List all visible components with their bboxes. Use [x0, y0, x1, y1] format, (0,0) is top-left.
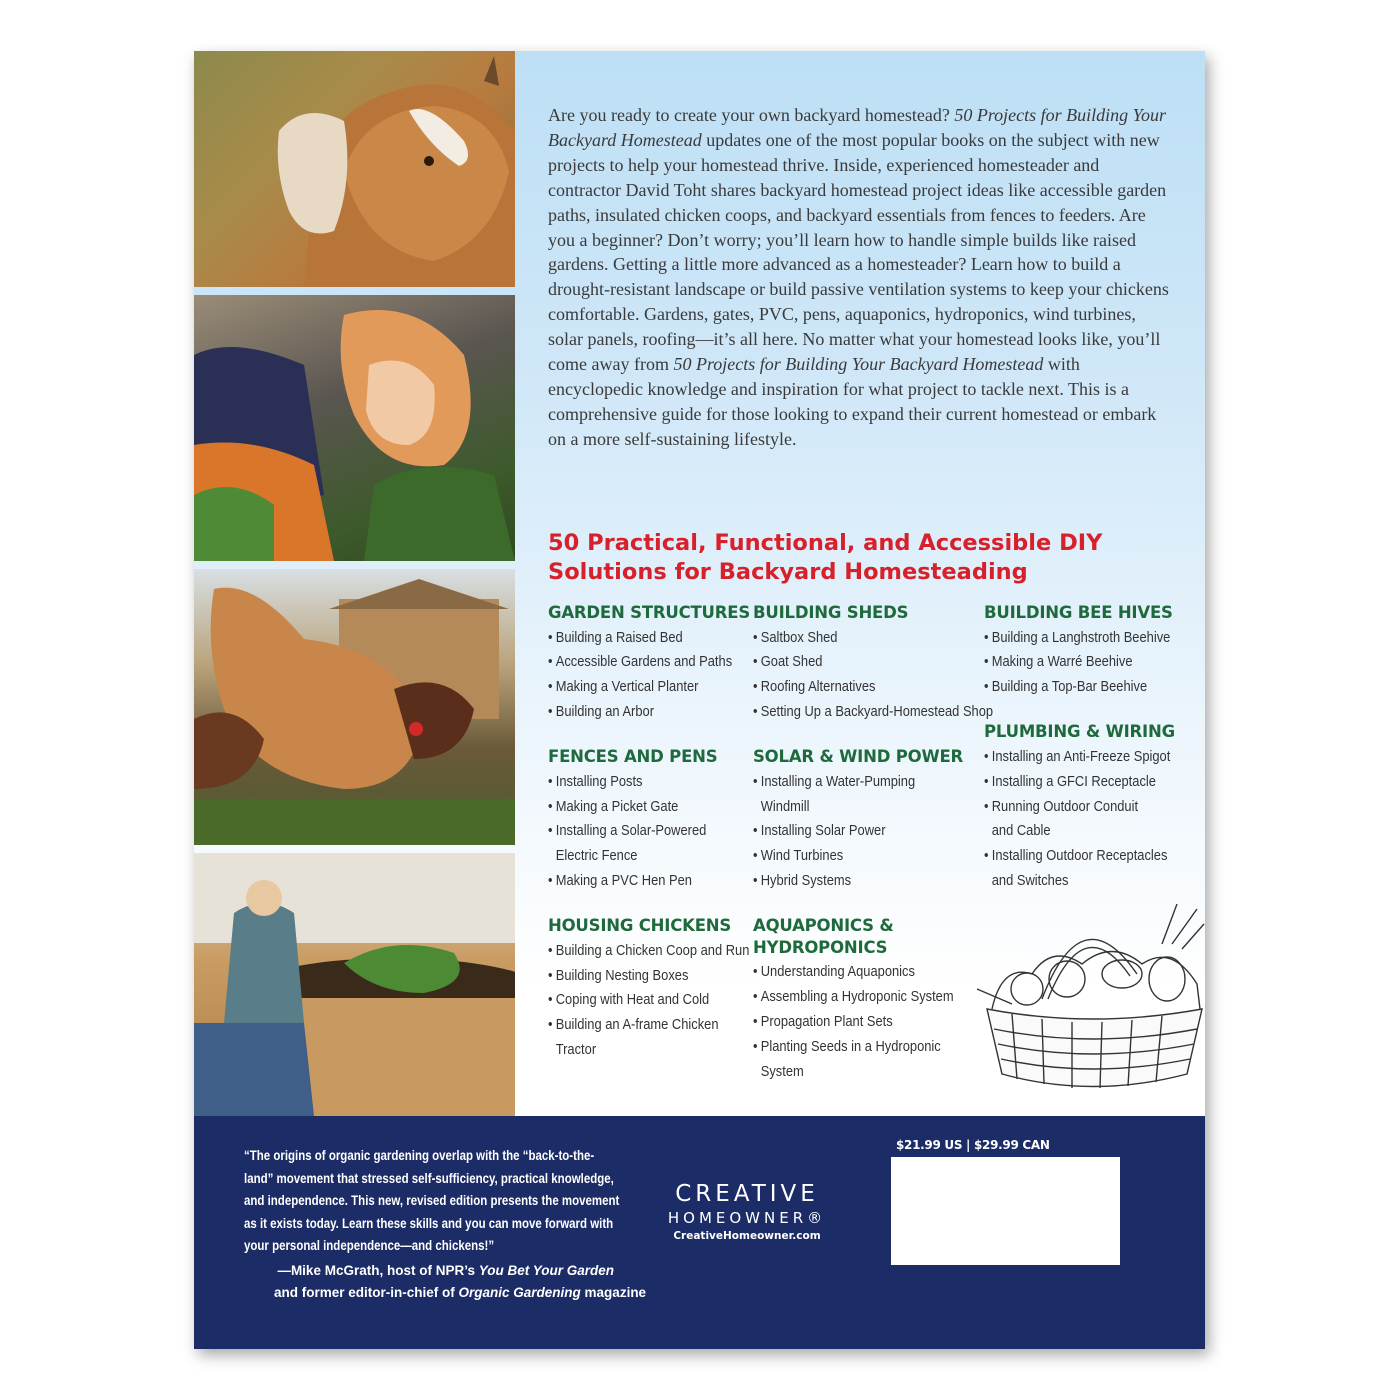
group-building-sheds [753, 602, 994, 725]
girl-gardening-photo [194, 295, 515, 561]
list-item [548, 700, 720, 725]
project-list [984, 745, 1184, 894]
book-description [548, 103, 1170, 452]
group-title [548, 602, 751, 624]
description-text-2: updates one of the most popular books on the subject with new projects to help your homestead thrive. Inside, experienced homesteader and contractor David Toht shares backyard homestead project ideas like accessible garden paths, insulated chicken coops, and backyard essentials from fences to feeders. Are you a beginner? Don’t worry; you’ll learn how to handle simple builds like raised gardens. Getting a little more advanced as a homesteader? Learn how to build a drought-resistant landscape or build passive ventilation systems to keep your chickens comfortable. Gardens, gates, PVC, pens, aquaponics, hydroponics, wind turbines, solar panels, roofing—it’s all here. No matter what your homestead looks like, you’ll come away from [548, 129, 1169, 375]
list-item-text: • Goat Shed [760, 653, 823, 671]
logo-creative: CREATIVE [675, 1181, 819, 1207]
list-item-text: • Accessible Gardens and Paths [555, 653, 733, 671]
project-list [548, 626, 748, 726]
list-item [753, 960, 951, 985]
list-item [548, 795, 720, 820]
list-item [984, 626, 1171, 651]
list-item [984, 675, 1156, 700]
project-list [753, 960, 983, 1085]
goat-photo [194, 51, 515, 287]
list-item [548, 675, 720, 700]
group-title-text-cont: HYDROPONICS [753, 937, 888, 957]
list-item-text: • Assembling a Hydroponic System [760, 988, 954, 1006]
group-garden-structures [548, 602, 751, 725]
group-title-text: BUILDING BEE HIVES [984, 603, 1173, 622]
group-fences-and-pens [548, 746, 748, 894]
list-item [548, 819, 720, 869]
list-item [548, 939, 750, 964]
group-title-text: FENCES AND PENS [548, 747, 718, 767]
projects-column-2 [753, 602, 994, 1106]
list-item-text: • Building a Top-Bar Beehive [991, 678, 1148, 696]
bottom-band [194, 1116, 1205, 1349]
group-title [753, 746, 983, 768]
group-plumbing-wiring [984, 721, 1184, 894]
group-title-text: BUILDING SHEDS [753, 603, 909, 622]
group-building-bee-hives [984, 602, 1184, 700]
barcode-area [891, 1157, 1120, 1265]
list-item [753, 770, 951, 820]
group-title-text: SOLAR & WIND POWER [753, 747, 964, 767]
group-title [984, 721, 1184, 743]
list-item-text-cont: Electric Fence [555, 847, 638, 865]
group-title [753, 915, 983, 958]
list-item [548, 650, 733, 675]
list-item-text: • Installing a Solar-Powered [555, 822, 707, 840]
attribution-show: You Bet Your Garden [478, 1263, 614, 1278]
list-item [984, 844, 1168, 894]
list-item-text: • Making a Warré Beehive [991, 653, 1133, 671]
list-item-text-cont: System [760, 1062, 804, 1080]
vegetable-basket-illustration [972, 904, 1205, 1109]
list-item [984, 745, 1171, 770]
list-item-text: • Installing a Water-Pumping [760, 772, 916, 790]
list-item-text: • Running Outdoor Conduit [991, 797, 1139, 815]
section-heading-line-2: Solutions for Backyard Homesteading [548, 559, 1028, 585]
list-item [753, 844, 951, 869]
endorsement-quote: “The origins of organic gardening overlap with the “back-to-the-land” movement that stressed self-sufficiency, practical knowledge, and independence. This new, revised edition presents the movement as it exists today. Learn these skills and you can move forward with your personal independence—and chickens!” [244, 1147, 620, 1253]
attribution-suffix: magazine [580, 1285, 647, 1300]
description-title-italic-2: 50 Projects for Building Your Backyard Homestead [673, 354, 1044, 375]
list-item [753, 675, 951, 700]
project-list [753, 626, 994, 726]
list-item-text: • Setting Up a Backyard-Homestead Shop [760, 703, 994, 721]
project-list [984, 626, 1184, 701]
group-title-text: HOUSING CHICKENS [548, 916, 732, 936]
list-item [753, 985, 954, 1010]
list-item-text: • Understanding Aquaponics [760, 963, 915, 981]
description-text-3: with encyclopedic knowledge and inspiration for what project to tackle next. This is a comprehensive guide for those looking to expand their current homestead or embark on a more self-sustaining lifestyle. [548, 354, 1157, 449]
project-list [753, 770, 983, 895]
attribution-line-1 [274, 1260, 614, 1282]
chickens-photo [194, 569, 515, 845]
list-item-text: • Making a PVC Hen Pen [555, 872, 692, 890]
list-item-text: • Planting Seeds in a Hydroponic [760, 1037, 941, 1055]
list-item-text: • Installing an Anti-Freeze Spigot [991, 747, 1171, 765]
list-item [753, 869, 951, 894]
list-item-text: • Building an A-frame Chicken [555, 1016, 719, 1034]
description-text-1: Are you ready to create your own backyard homestead? [548, 105, 955, 125]
list-item [548, 869, 720, 894]
list-item-text: • Building a Chicken Coop and Run [555, 941, 750, 959]
list-item [753, 1010, 951, 1035]
list-item [984, 650, 1156, 675]
list-item [753, 1035, 951, 1085]
main-panel [194, 51, 1205, 1116]
list-item-text: • Installing Posts [555, 772, 643, 790]
list-item-text: • Making a Vertical Planter [555, 678, 699, 696]
quote-attribution [274, 1260, 647, 1304]
list-item-text: • Building an Arbor [555, 703, 654, 721]
list-item-text: • Making a Picket Gate [555, 797, 679, 815]
project-list [548, 939, 748, 1064]
list-item-text-cont: Tractor [555, 1041, 597, 1059]
list-item-text: • Roofing Alternatives [760, 678, 876, 696]
list-item-text: • Building Nesting Boxes [555, 966, 689, 984]
list-item [984, 770, 1156, 795]
projects-column-1 [548, 602, 751, 1084]
group-title [548, 915, 748, 937]
group-title [753, 602, 983, 624]
group-title-text: GARDEN STRUCTURES [548, 603, 751, 622]
logo-homeowner: HOMEOWNER® [667, 1209, 827, 1227]
publisher-logo [662, 1180, 832, 1244]
list-item [548, 626, 720, 651]
list-item [548, 964, 720, 989]
list-item [984, 795, 1156, 845]
list-item-text: • Building a Raised Bed [555, 628, 683, 646]
list-item [548, 988, 720, 1013]
section-heading [548, 529, 1168, 587]
section-heading-line-1: 50 Practical, Functional, and Accessible DIY [548, 530, 1103, 556]
list-item-text: • Installing Solar Power [760, 822, 886, 840]
list-item-text: • Wind Turbines [760, 847, 844, 865]
raised-bed-photo [194, 853, 515, 1116]
group-title [548, 746, 748, 768]
group-solar-wind-power [753, 746, 983, 894]
attribution-prefix: —Mike McGrath, host of NPR’s [277, 1263, 479, 1278]
attribution-mid: and former editor-in-chief of [274, 1285, 459, 1300]
list-item-text: • Saltbox Shed [760, 628, 838, 646]
list-item [548, 1013, 720, 1063]
list-item-text-cont: and Cable [991, 822, 1051, 840]
group-title-text: AQUAPONICS & [753, 916, 894, 936]
attribution-magazine: Organic Gardening [458, 1285, 581, 1300]
list-item-text: • Propagation Plant Sets [760, 1012, 893, 1030]
publisher-url: CreativeHomeowner.com [673, 1230, 821, 1242]
projects-column-3 [984, 602, 1184, 915]
price-label: $21.99 US | $29.99 CAN [896, 1138, 1050, 1152]
list-item-text: • Coping with Heat and Cold [555, 991, 710, 1009]
book-back-cover [194, 51, 1205, 1349]
list-item [548, 770, 720, 795]
group-title-text: PLUMBING & WIRING [984, 722, 1175, 742]
project-list [548, 770, 748, 895]
list-item-text-cont: and Switches [991, 872, 1069, 890]
list-item [753, 650, 951, 675]
list-item [753, 819, 951, 844]
group-title [984, 602, 1184, 624]
list-item-text: • Installing Outdoor Receptacles [991, 847, 1168, 865]
group-aquaponics-hydroponics [753, 915, 983, 1085]
list-item [753, 700, 994, 725]
list-item-text-cont: Windmill [760, 797, 810, 815]
list-item-text: • Building a Langhstroth Beehive [991, 628, 1171, 646]
description-title-italic-1: 50 Projects for Building Your Backyard Homestead [548, 105, 1167, 150]
list-item-text: • Hybrid Systems [760, 872, 852, 890]
group-housing-chickens [548, 915, 748, 1063]
attribution-line-2 [274, 1282, 647, 1304]
list-item-text: • Installing a GFCI Receptacle [991, 772, 1156, 790]
list-item [753, 626, 951, 651]
